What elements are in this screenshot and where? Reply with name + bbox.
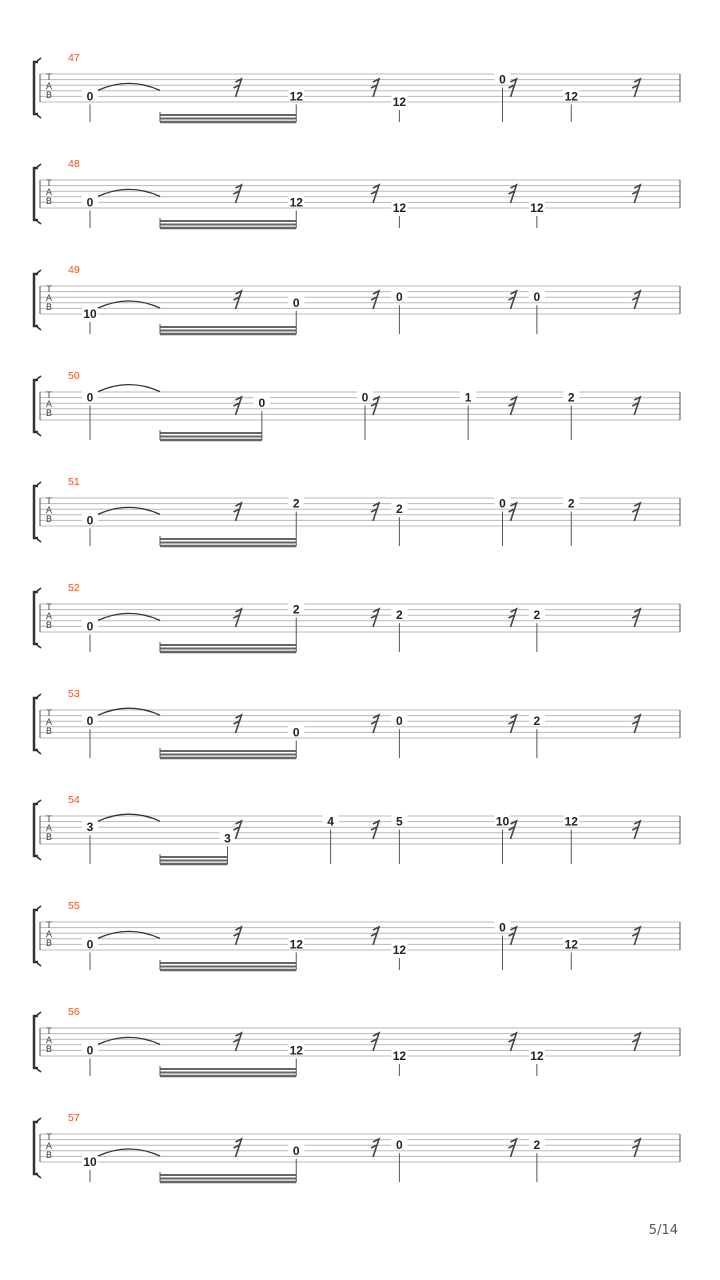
tab-clef-letter: T <box>46 603 52 613</box>
tie-arc <box>98 385 160 392</box>
fret-number: 0 <box>499 496 506 511</box>
rest-symbol <box>371 185 379 203</box>
system-bracket <box>34 486 38 538</box>
measure-number: 47 <box>68 52 80 64</box>
measure-number: 56 <box>68 1006 80 1018</box>
fret-number: 12 <box>289 195 303 210</box>
tie-arc <box>98 83 160 90</box>
rest-symbol <box>234 609 242 627</box>
tab-clef-letter: B <box>45 1151 53 1161</box>
tab-clef-letter: B <box>45 939 53 949</box>
measure-number: 50 <box>68 370 80 382</box>
tab-clef-letter: A <box>45 188 53 198</box>
bracket-hook <box>36 1012 41 1016</box>
tie-arc <box>98 1149 160 1156</box>
rest-symbol <box>234 397 242 415</box>
rest-symbol <box>234 185 242 203</box>
rest-symbol <box>371 503 379 521</box>
tab-clef-letter: A <box>45 824 53 834</box>
fret-number: 2 <box>567 390 575 405</box>
measure-number: 55 <box>68 900 80 912</box>
rest-symbol <box>371 609 379 627</box>
bracket-hook <box>36 376 41 380</box>
fret-number: 1 <box>464 390 472 405</box>
tab-clef-letter: T <box>46 1133 52 1143</box>
bracket-hook <box>36 644 41 648</box>
fret-number: 12 <box>392 943 407 957</box>
tab-clef-letter: T <box>46 1027 52 1037</box>
tie-arc <box>98 814 160 821</box>
tab-clef-letter: B <box>45 303 53 313</box>
tie-arc <box>98 507 160 514</box>
fret-number: 0 <box>292 725 300 740</box>
rest-symbol <box>371 291 379 309</box>
fret-number: 10 <box>495 814 510 829</box>
measure-number: 54 <box>68 794 80 806</box>
fret-number: 0 <box>86 619 94 634</box>
measure-number: 52 <box>68 582 80 594</box>
tab-clef-letter: B <box>45 409 53 419</box>
system-bracket <box>34 910 38 962</box>
tie-arc <box>98 189 160 196</box>
bracket-hook <box>36 750 41 754</box>
fret-number: 12 <box>289 937 303 952</box>
rest-symbol <box>632 185 640 203</box>
tie-arc <box>98 708 160 715</box>
rest-symbol <box>234 79 242 97</box>
tab-system <box>34 52 680 122</box>
rest-symbol <box>509 1139 517 1157</box>
tab-clef-letter: B <box>45 621 53 631</box>
measure-number: 51 <box>68 476 80 488</box>
system-bracket <box>34 592 38 644</box>
bracket-hook <box>36 58 41 62</box>
rest-symbol <box>234 291 242 309</box>
rest-symbol <box>632 1139 640 1157</box>
fret-number: 10 <box>83 1155 97 1169</box>
measure-number: 53 <box>68 688 80 700</box>
fret-number: 2 <box>396 502 403 517</box>
tab-clef-letter: B <box>45 727 53 737</box>
tab-clef-letter: A <box>45 612 53 622</box>
fret-number: 3 <box>86 820 94 835</box>
fret-number: 12 <box>530 1049 544 1063</box>
tab-clef-letter: T <box>46 709 52 719</box>
fret-number: 0 <box>86 937 94 952</box>
fret-number: 2 <box>533 608 541 623</box>
rest-symbol <box>234 1033 242 1051</box>
fret-number: 0 <box>292 1143 300 1158</box>
bracket-hook <box>36 270 41 274</box>
system-bracket <box>34 1016 38 1068</box>
rest-symbol <box>371 715 379 733</box>
rest-symbol <box>509 397 517 415</box>
bracket-hook <box>36 1174 41 1178</box>
fret-number: 2 <box>567 496 575 511</box>
bracket-hook <box>36 482 41 486</box>
tab-clef-letter: B <box>45 515 53 525</box>
fret-number: 0 <box>499 920 506 935</box>
tab-clef-letter: T <box>46 391 52 401</box>
tab-clef-letter: T <box>46 921 52 931</box>
page-number: 5/14 <box>648 1223 678 1238</box>
fret-number: 0 <box>86 714 94 729</box>
bracket-hook <box>36 1118 41 1122</box>
fret-number: 0 <box>396 714 403 729</box>
fret-number: 0 <box>361 390 369 405</box>
fret-number: 0 <box>86 89 94 104</box>
rest-symbol <box>371 1033 379 1051</box>
tab-clef-letter: B <box>45 833 53 843</box>
bracket-hook <box>36 432 41 436</box>
system-bracket <box>34 804 38 856</box>
rest-symbol <box>371 927 379 945</box>
bracket-hook <box>36 588 41 592</box>
system-bracket <box>34 698 38 750</box>
tab-clef-letter: A <box>45 506 53 516</box>
fret-number: 12 <box>564 89 578 104</box>
system-bracket <box>34 274 38 326</box>
tab-clef-letter: A <box>45 1036 53 1046</box>
rest-symbol <box>632 927 640 945</box>
rest-symbol <box>632 821 640 839</box>
tie-arc <box>98 301 160 308</box>
bracket-hook <box>36 962 41 966</box>
tab-system <box>34 582 680 652</box>
tab-system <box>34 900 680 970</box>
system-bracket <box>34 1122 38 1174</box>
bracket-hook <box>36 538 41 542</box>
rest-symbol <box>632 503 640 521</box>
fret-number: 2 <box>396 608 403 623</box>
rest-symbol <box>509 291 517 309</box>
rest-symbol <box>371 79 379 97</box>
tab-system <box>34 476 680 546</box>
rest-symbol <box>234 503 242 521</box>
rest-symbol <box>509 609 517 627</box>
fret-number: 0 <box>86 513 94 528</box>
fret-number: 12 <box>392 1049 407 1063</box>
bracket-hook <box>36 800 41 804</box>
fret-number: 2 <box>533 714 541 729</box>
rest-symbol <box>234 927 242 945</box>
rest-symbol <box>632 609 640 627</box>
tab-clef-letter: A <box>45 930 53 940</box>
measure-number: 57 <box>68 1112 80 1124</box>
tab-system <box>34 158 680 228</box>
rest-symbol <box>509 1033 517 1051</box>
tie-arc <box>98 613 160 620</box>
fret-number: 4 <box>327 814 334 829</box>
bracket-hook <box>36 220 41 224</box>
tab-system <box>34 1112 680 1182</box>
fret-number: 2 <box>292 496 300 511</box>
fret-number: 5 <box>396 814 403 829</box>
tab-system <box>34 794 680 864</box>
fret-number: 12 <box>392 95 407 109</box>
fret-number: 0 <box>533 290 541 305</box>
bracket-hook <box>36 906 41 910</box>
tab-clef-letter: T <box>46 815 52 825</box>
bracket-hook <box>36 856 41 860</box>
tab-clef-letter: A <box>45 718 53 728</box>
rest-symbol <box>632 79 640 97</box>
fret-number: 0 <box>86 1043 94 1058</box>
fret-number: 0 <box>499 72 506 87</box>
system-bracket <box>34 168 38 220</box>
measure-number: 49 <box>68 264 80 276</box>
rest-symbol <box>632 291 640 309</box>
rest-symbol <box>632 1033 640 1051</box>
tab-system <box>34 1006 680 1076</box>
rest-symbol <box>371 821 379 839</box>
fret-number: 12 <box>564 937 578 952</box>
tab-clef-letter: T <box>46 73 52 83</box>
tab-clef-letter: B <box>45 197 53 207</box>
fret-number: 12 <box>564 814 578 829</box>
tab-system <box>34 264 680 334</box>
fret-number: 0 <box>258 396 266 411</box>
tab-clef-letter: A <box>45 294 53 304</box>
rest-symbol <box>234 715 242 733</box>
rest-symbol <box>632 715 640 733</box>
tie-arc <box>98 931 160 938</box>
tab-clef-letter: A <box>45 82 53 92</box>
fret-number: 0 <box>292 295 300 310</box>
fret-number: 0 <box>396 1138 403 1153</box>
fret-number: 0 <box>396 290 403 305</box>
tab-clef-letter: B <box>45 1045 53 1055</box>
tab-system <box>34 370 680 440</box>
tab-clef-letter: T <box>46 179 52 189</box>
rest-symbol <box>509 715 517 733</box>
tab-clef-letter: T <box>46 285 52 295</box>
system-bracket <box>34 62 38 114</box>
fret-number: 12 <box>289 1043 303 1058</box>
measure-number: 48 <box>68 158 80 170</box>
tab-clef-letter: A <box>45 400 53 410</box>
rest-symbol <box>509 185 517 203</box>
bracket-hook <box>36 326 41 330</box>
rest-symbol <box>371 1139 379 1157</box>
fret-number: 2 <box>533 1138 541 1153</box>
fret-number: 0 <box>86 195 94 210</box>
fret-number: 10 <box>83 307 97 321</box>
system-bracket <box>34 380 38 432</box>
fret-number: 0 <box>86 390 94 405</box>
tab-clef-letter: B <box>45 91 53 101</box>
bracket-hook <box>36 114 41 118</box>
tab-clef-letter: A <box>45 1142 53 1152</box>
tie-arc <box>98 1037 160 1044</box>
bracket-hook <box>36 164 41 168</box>
rest-symbol <box>632 397 640 415</box>
tab-clef-letter: T <box>46 497 52 507</box>
fret-number: 12 <box>289 89 303 104</box>
fret-number: 12 <box>392 201 407 215</box>
bracket-hook <box>36 1068 41 1072</box>
fret-number: 12 <box>530 201 544 215</box>
fret-number: 2 <box>292 602 300 617</box>
bracket-hook <box>36 694 41 698</box>
fret-number: 3 <box>224 831 231 846</box>
rest-symbol <box>234 1139 242 1157</box>
tab-system <box>34 688 680 758</box>
